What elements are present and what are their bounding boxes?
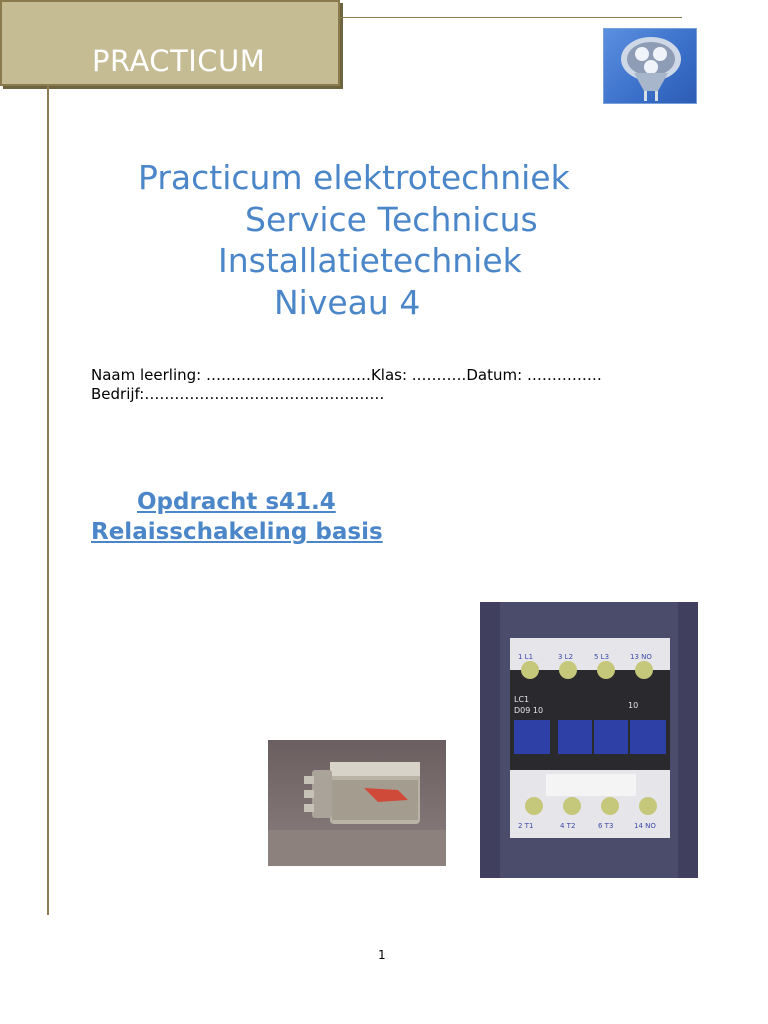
terminal-label-bottom-1: 2 T1 (518, 822, 534, 830)
terminal-label-top-3: 5 L3 (594, 653, 610, 661)
top-rule (340, 17, 682, 18)
header-label: PRACTICUM (92, 44, 266, 78)
company-line: Bedrijf:………………………………………… (91, 385, 385, 403)
terminal-label-bottom-4: 14 NO (634, 822, 656, 830)
page-number: 1 (378, 948, 386, 962)
title-line-2: Service Technicus (245, 200, 538, 239)
contactor-photo (480, 602, 698, 878)
title-line-4: Niveau 4 (274, 283, 421, 322)
assignment-title: Relaisschakeling basis (91, 519, 383, 545)
terminal-label-bottom-3: 6 T3 (598, 822, 614, 830)
terminal-label-top-4: 13 NO (630, 653, 652, 661)
terminal-label-bottom-2: 4 T2 (560, 822, 576, 830)
assignment-number: Opdracht s41.4 (137, 489, 336, 515)
terminal-label-top-2: 3 L2 (558, 653, 574, 661)
contactor-model: LC1 (514, 695, 530, 704)
terminal-label-top-1: 1 L1 (518, 653, 534, 661)
student-info-line: Naam leerling: ……………………………Klas: .……….Datum: …………… (91, 366, 602, 384)
contactor-model-code: D09 10 (514, 706, 544, 715)
led-lamp-image (603, 28, 697, 104)
relay-photo (268, 740, 446, 866)
title-line-3: Installatietechniek (218, 241, 522, 280)
title-line-1: Practicum elektrotechniek (138, 158, 570, 197)
side-rule (47, 86, 49, 915)
contactor-rating: 10 (628, 701, 639, 710)
